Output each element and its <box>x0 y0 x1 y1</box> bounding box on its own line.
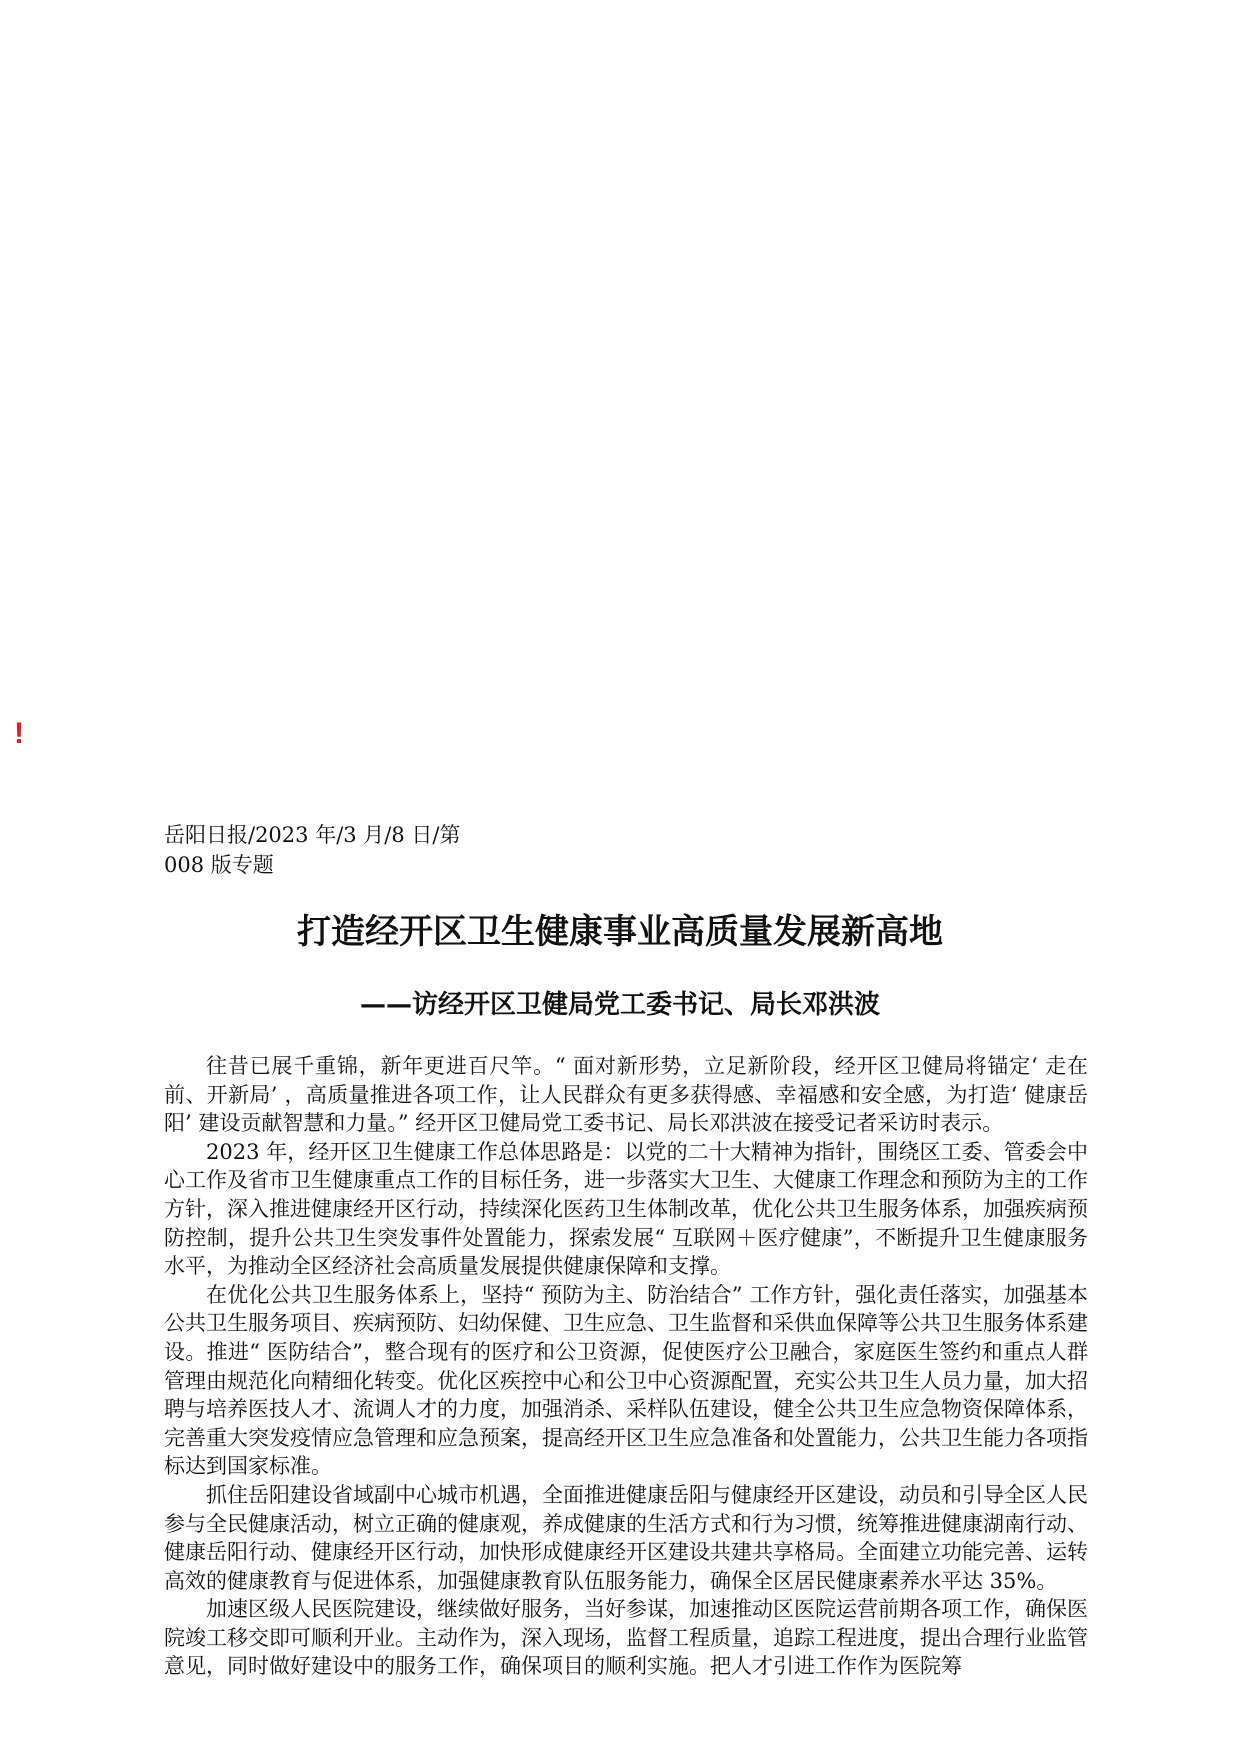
paragraph: 在优化公共卫生服务体系上，坚持“ 预防为主、防治结合” 工作方针，强化责任落实，加强基本公共卫生服务项目、疾病预防、妇幼保健、卫生应急、卫生监督和采供血保障等公共卫生服务体系建设。推进“ 医防结合”，整合现有的医疗和公卫资源，促使医疗公卫融合，家庭医生签约和重点人群管理由规范化向精细化转变。优化区疾控中心和公卫中心资源配置，充实公共卫生人员力量，加大招聘与培养医技人才、流调人才的力度，加强消杀、采样队伍建设，健全公共卫生应急物资保障体系，完善重大突发疫情应急管理和应急预案，提高经开区卫生应急准备和处置能力，公共卫生能力各项指标达到国家标准。 <box>164 1282 1088 1479</box>
source-line: 岳阳日报/2023 年/3 月/8 日/第 008 版专题 <box>164 823 461 877</box>
article-body <box>164 1052 1088 1681</box>
paragraph: 抓住岳阳建设省域副中心城市机遇，全面推进健康岳阳与健康经开区建设，动员和引导全区人民参与全民健康活动，树立正确的健康观，养成健康的生活方式和行为习惯，统筹推进健康湖南行动、健康岳阳行动、健康经开区行动，加快形成健康经开区建设共建共享格局。全面建立功能完善、运转高效的健康教育与促进体系，加强健康教育队伍服务能力，确保全区居民健康素养水平达 35%。 <box>164 1482 1088 1593</box>
article-subtitle: ——访经开区卫健局党工委书记、局长邓洪波 <box>359 990 880 1020</box>
paragraph: 2023 年，经开区卫生健康工作总体思路是：以党的二十大精神为指针，围绕区工委、管委会中心工作及省市卫生健康重点工作的目标任务，进一步落实大卫生、大健康工作理念和预防为主的工作方针，深入推进健康经开区行动，持续深化医药卫生体制改革，优化公共卫生服务体系，加强疾病预防控制，提升公共卫生突发事件处置能力，探索发展“ 互联网＋医疗健康”，不断提升卫生健康服务水平，为推动全区经济社会高质量发展提供健康保障和支撑。 <box>164 1139 1088 1279</box>
article-title: 打造经开区卫生健康事业高质量发展新高地 <box>297 912 943 952</box>
paragraph: 往昔已展千重锦，新年更进百尺竿。“ 面对新形势，立足新阶段，经开区卫健局将锚定‘ 走在前、开新局’ ，高质量推进各项工作，让人民群众有更多获得感、幸福感和安全感，为打造‘ 健康岳阳’ 建设贡献智慧和力量。” 经开区卫健局党工委书记、局长邓洪波在接受记者采访时表示。 <box>164 1054 1088 1136</box>
paragraph: 加速区级人民医院建设，继续做好服务，当好参谋，加速推动区医院运营前期各项工作，确保医院竣工移交即可顺利开业。主动作为，深入现场，监督工程质量，追踪工程进度，提出合理行业监管意见，同时做好建设中的服务工作，确保项目的顺利实施。把人才引进工作作为医院筹 <box>164 1597 1088 1679</box>
alert-marker: ! <box>14 717 24 750</box>
